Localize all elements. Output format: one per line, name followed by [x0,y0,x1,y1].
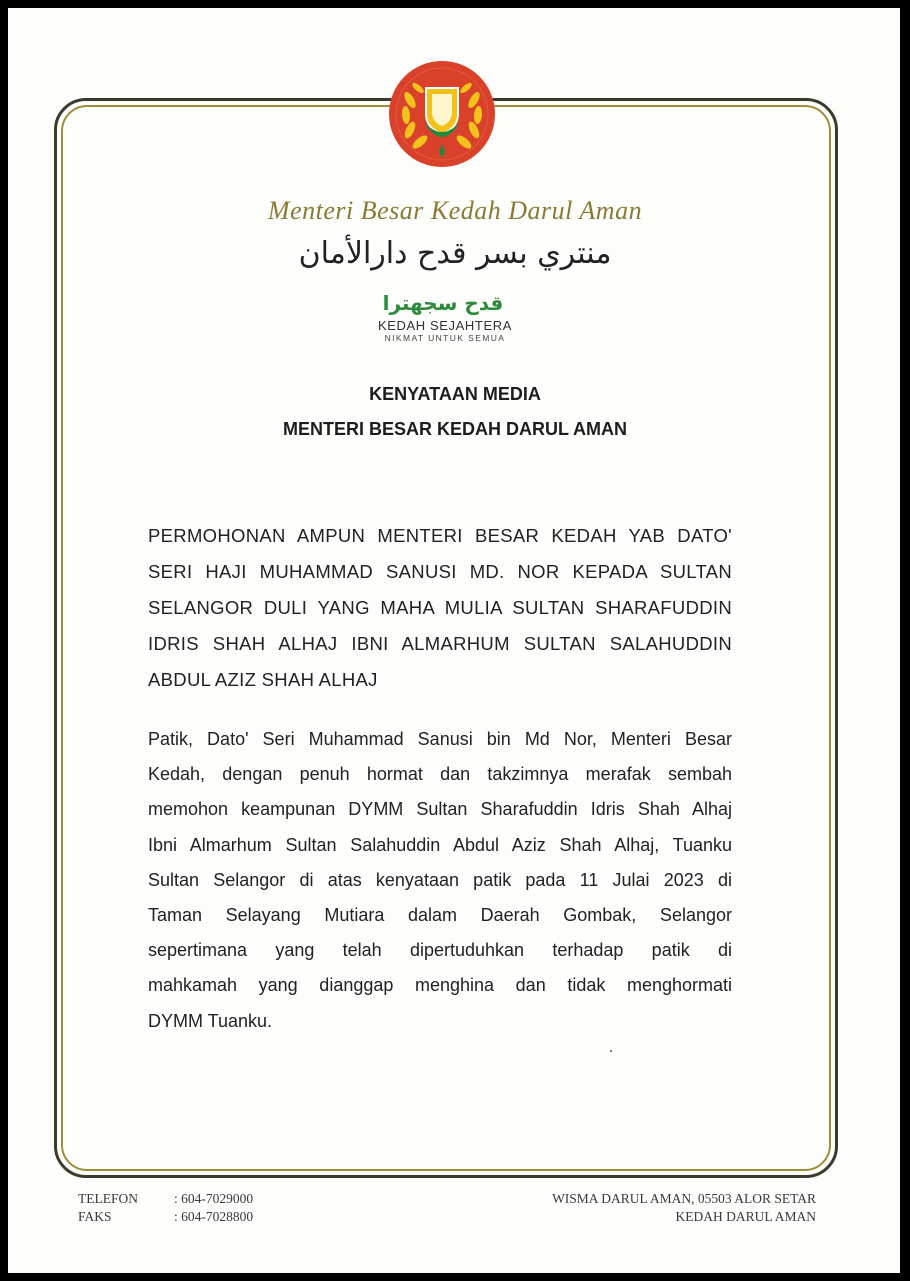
phone-value: : 604-7029000 [174,1191,254,1206]
fax-label: FAKS [78,1209,112,1224]
fax-value: : 604-7028800 [174,1209,254,1224]
heading-media-statement: KENYATAAN MEDIA [369,384,541,404]
body-line: Ibni Almarhum Sultan Salahuddin Abdul Aziz Shah Alhaj, Tuanku [148,834,732,855]
address-line: WISMA DARUL AMAN, 05503 ALOR SETAR [552,1191,816,1206]
body-line: mahkamah yang dianggap menghina dan tidak menghormati [148,975,732,996]
footer-address [552,1190,816,1226]
phone-label: TELEFON [78,1191,138,1206]
office-title-script: Menteri Besar Kedah Darul Aman [267,196,643,225]
body-line: DYMM Tuanku. [148,1010,273,1031]
address-line: KEDAH DARUL AMAN [675,1209,816,1224]
kedah-crest-icon [388,60,496,168]
body-line: Sultan Selangor di atas kenyataan patik pada 11 Julai 2023 di [148,869,732,890]
speck-mark [610,1050,612,1052]
footer-contact [78,1190,253,1226]
body-line: Taman Selayang Mutiara dalam Daerah Gombak, Selangor [148,905,732,926]
office-title-arabic: منتري بسر قدح دارالأمان [298,236,612,271]
subject-line: PERMOHONAN AMPUN MENTERI BESAR KEDAH YAB DATO' [148,525,732,546]
heading-office: MENTERI BESAR KEDAH DARUL AMAN [282,419,627,439]
subject-line: SERI HAJI MUHAMMAD SANUSI MD. NOR KEPADA SULTAN [148,561,732,582]
subject-line: IDRIS SHAH ALHAJ IBNI ALMARHUM SULTAN SALAHUDDIN [148,633,732,654]
subject-line: ABDUL AZIZ SHAH ALHAJ [148,669,378,690]
body-line: Kedah, dengan penuh hormat dan takzimnya merafak sembah [148,764,732,785]
statement-body [148,722,732,1039]
kedah-sejahtera-name: KEDAH SEJAHTERA [378,318,512,333]
statement-subject [148,518,732,698]
body-line: sepertimana yang telah dipertuduhkan terhadap patik di [148,940,732,961]
kedah-sejahtera-logo [368,292,518,314]
subject-line: SELANGOR DULI YANG MAHA MULIA SULTAN SHARAFUDDIN [148,597,732,618]
kedah-sejahtera-tagline: NIKMAT UNTUK SEMUA [384,333,506,343]
kedah-sejahtera-jawi: قدح سجهترا [382,291,504,315]
body-line: memohon keampunan DYMM Sultan Sharafuddin Idris Shah Alhaj [148,799,732,820]
body-line: Patik, Dato' Seri Muhammad Sanusi bin Md Nor, Menteri Besar [148,729,732,749]
